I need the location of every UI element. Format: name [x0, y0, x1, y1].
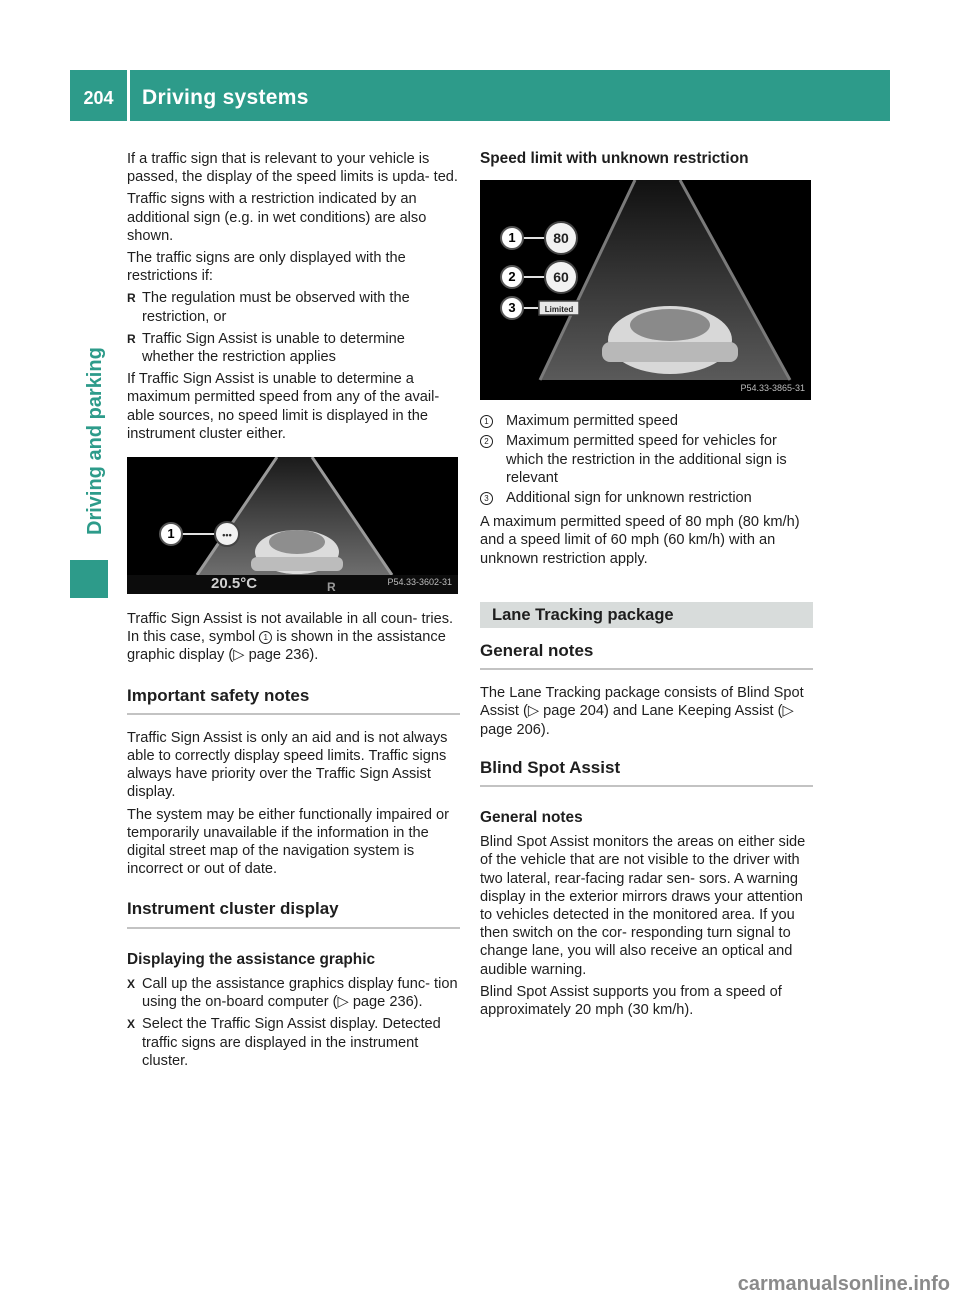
limited-sign: Limited [544, 305, 574, 315]
paragraph: The Lane Tracking package consists of Blind Spot Assist (▷ page 204) and Lane Keeping Assist (▷ page 206). [480, 685, 804, 738]
callout-1: 1 [159, 522, 183, 546]
paragraph: Traffic Sign Assist is not available in all coun- tries. In this case, symbol 1 is shown in the assistance graphic display (▷ page 236). [127, 611, 454, 664]
watermark: carmanualsonline.info [737, 1273, 950, 1295]
speed-sign-60: 60 [553, 269, 569, 286]
temperature-readout: 20.5°C [211, 575, 258, 593]
speed-limit-figure [480, 180, 811, 400]
bullet-text: Traffic Sign Assist is unable to determine whether the restriction applies [142, 330, 405, 366]
bullet-item [127, 289, 460, 325]
left-column [127, 150, 460, 1074]
paragraph: Blind Spot Assist supports you from a speed of approximately 20 mph (30 km/h). [480, 983, 782, 1019]
header-divider [127, 70, 130, 121]
paragraph: If a traffic sign that is relevant to your vehicle is passed, the display of the speed limits is upda- ted. [127, 151, 458, 186]
step-item: X Select the Traffic Sign Assist display. Detected traffic signs are displayed in the instrument cluster. [127, 1016, 441, 1069]
paragraph: The system may be either functionally impaired or temporarily unavailable if the information in the digital street map of the navigation system is incorrect or out of date. [127, 806, 450, 878]
page-ref-arrow-icon: ▷ [782, 703, 794, 720]
legend-item: 3 Additional sign for unknown restriction [480, 489, 813, 507]
section-heading: General notes [480, 642, 813, 670]
svg-text:•••: ••• [222, 530, 232, 541]
symbol-1-icon: 1 [259, 631, 272, 644]
side-tab-label: Driving and parking [84, 347, 106, 535]
section-heading: Blind Spot Assist [480, 759, 813, 787]
step-marker: X [127, 976, 136, 991]
section-heading: Important safety notes [127, 687, 460, 715]
number-2-icon: 2 [480, 435, 493, 448]
page-ref-arrow-icon: ▷ [233, 647, 245, 664]
bullet-marker: R [127, 331, 136, 346]
section-banner: Lane Tracking package [480, 602, 813, 628]
traffic-sign-figure [127, 457, 458, 594]
callout-3: 3 [500, 296, 524, 320]
paragraph: If Traffic Sign Assist is unable to determine a maximum permitted speed from any of the avail- able sources, no speed limit is displayed in the instrument cluster either. [127, 371, 440, 442]
page-link[interactable]: page 236). [352, 994, 423, 1011]
figure-code: P54.33-3602-31 [387, 576, 452, 587]
page-link[interactable]: page 206). [480, 721, 550, 738]
subsection-heading: Displaying the assistance graphic [127, 950, 376, 968]
right-column [480, 150, 813, 1023]
speed-limit-graphic [480, 180, 811, 400]
page-ref-arrow-icon: ▷ [527, 703, 540, 720]
legend-item: 2 Maximum permitted speed for vehicles for which the restriction in the additional sign is relevant [480, 432, 813, 487]
paragraph: Traffic Sign Assist is only an aid and is not always able to correctly display speed limits. Traffic signs always have priority over the Traffic Sign Assist display. [127, 729, 448, 801]
paragraph: A maximum permitted speed of 80 mph (80 km/h) and a speed limit of 60 mph (60 km/h) with an unknown restriction apply. [480, 514, 800, 567]
callout-2: 2 [500, 265, 524, 289]
subsection-heading: Speed limit with unknown restriction [480, 150, 749, 167]
gear-indicator: R [327, 580, 336, 595]
paragraph: Blind Spot Assist monitors the areas on either side of the vehicle that are not visible to the driver with two lateral, rear-facing radar sen- sors. A warning display in the exterior mirrors draws your attention to vehicles detected in the monitored area. If you then switch on the cor- responding turn signal to change lane, you will also receive an optical and audible warning. [480, 834, 806, 978]
paragraph: The traffic signs are only displayed with the restrictions if: [127, 250, 406, 285]
bullet-text: The regulation must be observed with the restriction, or [142, 290, 410, 325]
section-heading: Instrument cluster display [127, 900, 460, 928]
page-ref-arrow-icon: ▷ [337, 994, 349, 1011]
chapter-title: Driving systems [142, 86, 309, 109]
page-link[interactable]: page 236). [248, 647, 319, 664]
subsection-heading: General notes [480, 809, 583, 827]
figure-code: P54.33-3865-31 [740, 383, 805, 393]
number-3-icon: 3 [480, 492, 493, 505]
legend-item: 1 Maximum permitted speed [480, 412, 813, 430]
bullet-marker: R [127, 291, 136, 306]
page-link[interactable]: page 204) and Lane Keeping Assist ( [543, 703, 783, 720]
page-header [70, 70, 890, 121]
step-marker: X [127, 1017, 136, 1032]
page-number: 204 [83, 88, 114, 108]
bullet-item [127, 330, 460, 366]
side-tab-marker [70, 560, 108, 598]
paragraph: Traffic signs with a restriction indicated by an additional sign (e.g. in wet conditions) are also shown. [127, 191, 427, 244]
callout-1: 1 [500, 226, 524, 250]
speed-sign-80: 80 [553, 230, 569, 247]
number-1-icon: 1 [480, 415, 493, 428]
step-item: X Call up the assistance graphics display func- tion using the on-board computer (▷ page 236). [127, 975, 458, 1011]
